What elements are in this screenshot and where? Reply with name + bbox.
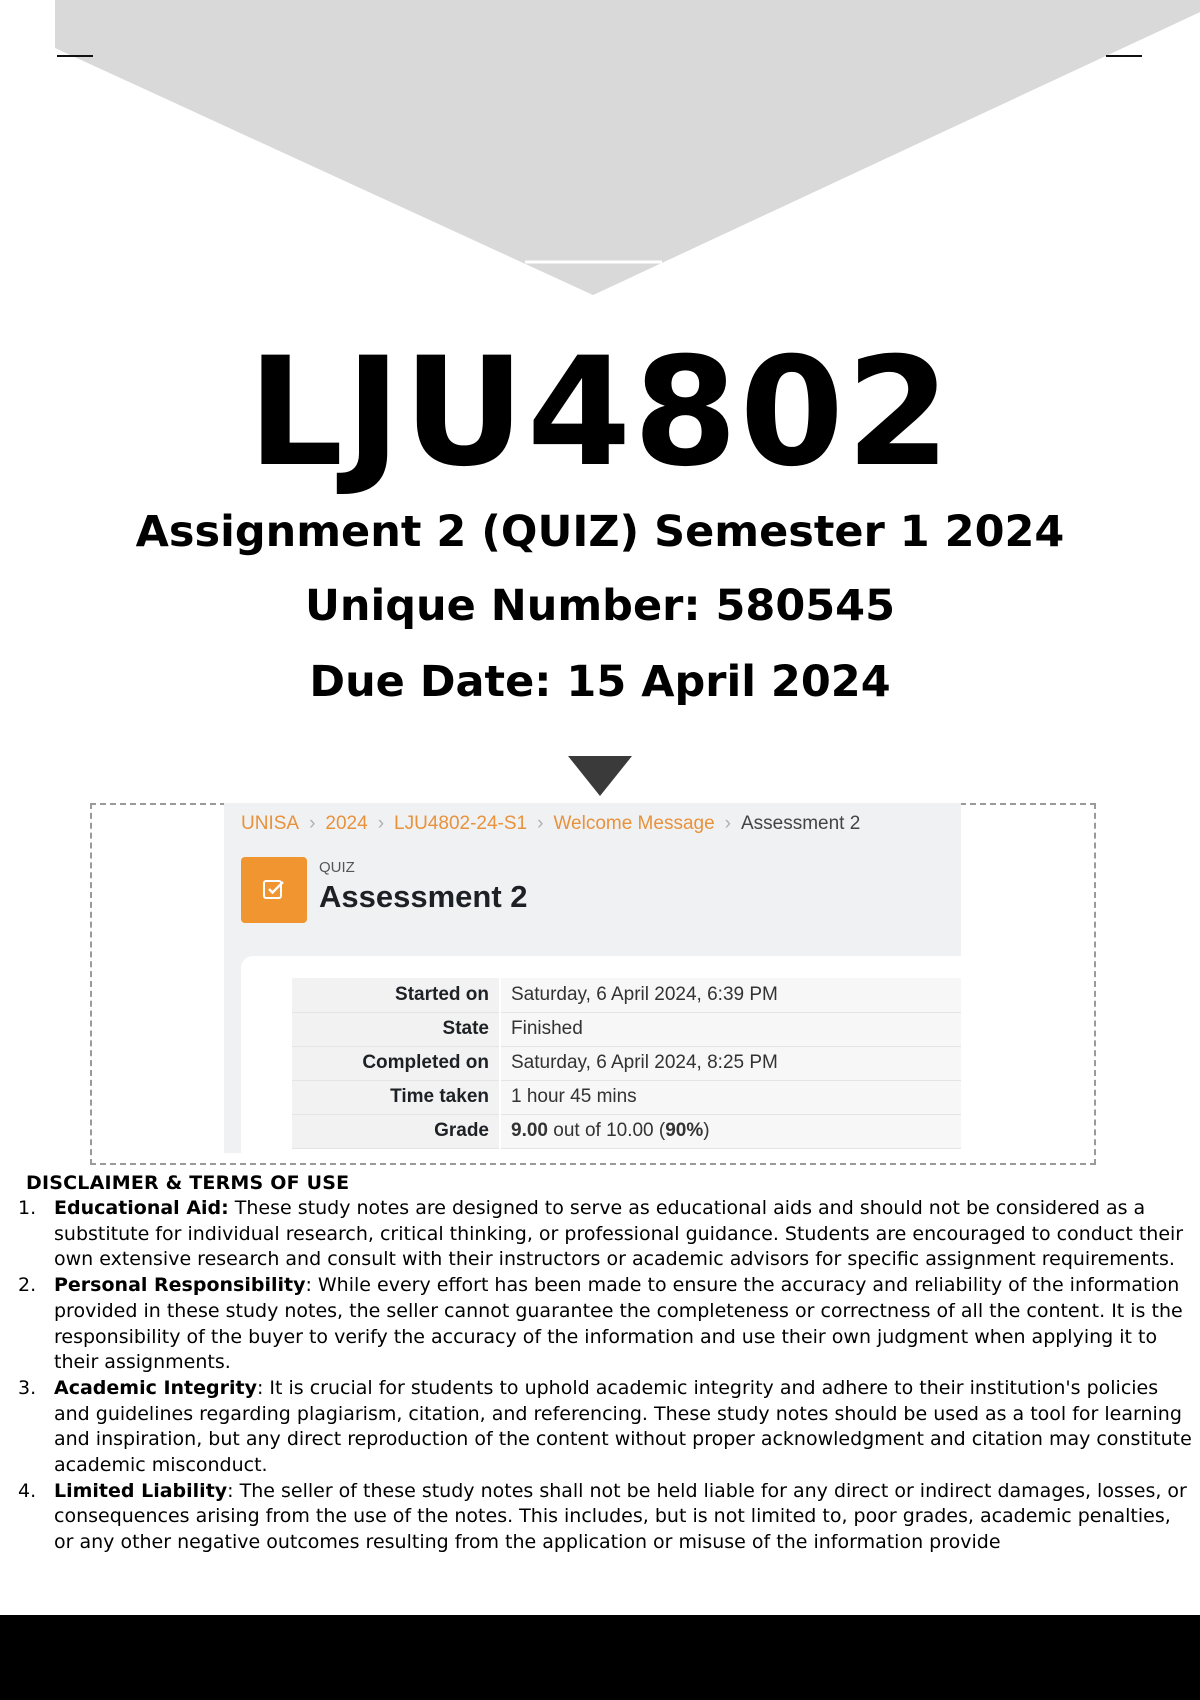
summary-value: 1 hour 45 mins: [500, 1080, 961, 1114]
grade-value: [500, 1114, 961, 1148]
term-heading: Personal Responsibility: [54, 1274, 306, 1297]
module-type-tag: QUIZ: [319, 859, 355, 876]
chevron-right-icon: ›: [377, 813, 385, 834]
course-code-title: LJU4802: [247, 326, 953, 500]
grade-score: 9.00: [511, 1120, 548, 1141]
breadcrumb-item-unisa[interactable]: UNISA: [241, 813, 300, 834]
table-row: [292, 978, 961, 1012]
term-number: 4.: [18, 1479, 37, 1502]
list-item: [18, 1479, 1193, 1556]
table-row: [292, 1114, 961, 1148]
grade-close: ): [703, 1120, 710, 1141]
breadcrumb: [241, 813, 860, 835]
corner-rule-left: [57, 55, 93, 57]
breadcrumb-item-course[interactable]: LJU4802-24-S1: [394, 813, 528, 834]
term-number: 1.: [18, 1197, 37, 1219]
term-heading: Academic Integrity: [54, 1376, 257, 1399]
table-row: [292, 1080, 961, 1114]
term-number: 2.: [18, 1274, 37, 1297]
grade-out-of: out of 10.00 (: [553, 1120, 666, 1141]
list-item: [18, 1273, 1193, 1376]
breadcrumb-item-current: Assessment 2: [740, 813, 861, 834]
terms-list: [18, 1196, 1193, 1556]
top-chevron-banner: [0, 0, 1200, 300]
assignment-line: Assignment 2 (QUIZ) Semester 1 2024: [135, 507, 1065, 557]
chevron-right-icon: ›: [537, 813, 544, 834]
bottom-black-bar: [0, 1615, 1200, 1700]
attempt-summary-table: [292, 978, 961, 1149]
summary-label: Started on: [292, 978, 500, 1012]
list-item: [18, 1196, 1193, 1273]
term-text: These study notes are designed to serve as educational aids and should not be considered as a substitute for individual research, critical thinking, or professional guidance. Students are encouraged to conduct their own extensive research and consult with their instructors or academic advisors for specific assignment requirements.: [54, 1197, 1184, 1271]
summary-label: Time taken: [292, 1080, 500, 1114]
table-row: [292, 1046, 961, 1080]
chevron-right-icon: ›: [724, 813, 731, 834]
summary-value: Saturday, 6 April 2024, 8:25 PM: [500, 1046, 961, 1080]
quiz-checkbox-icon: [241, 857, 307, 923]
breadcrumb-item-year[interactable]: 2024: [325, 813, 368, 834]
summary-label: Completed on: [292, 1046, 500, 1080]
term-text: : While every effort has been made to ensure the accuracy and reliability of the information provided in these study notes, the seller cannot guarantee the completeness or correctness of all the content. It is the responsibility of the buyer to verify the accuracy of the information and use their own judgment when applying it to their assignments.: [54, 1274, 1183, 1374]
summary-value: Finished: [500, 1012, 961, 1046]
table-row: [292, 1012, 961, 1046]
down-arrow-icon: [568, 756, 632, 796]
unique-number-line: Unique Number: 580545: [304, 581, 896, 631]
chevron-right-icon: ›: [309, 813, 316, 834]
term-heading: Limited Liability: [54, 1479, 228, 1502]
grade-percent: 90%: [665, 1120, 704, 1141]
disclaimer-title: DISCLAIMER & TERMS OF USE: [26, 1172, 350, 1194]
quiz-result-screenshot: [224, 803, 961, 1153]
summary-value: Saturday, 6 April 2024, 6:39 PM: [500, 978, 961, 1012]
corner-rule-right: [1106, 55, 1142, 57]
term-number: 3.: [18, 1376, 37, 1399]
grade-label: Grade: [292, 1114, 500, 1148]
term-heading: Educational Aid:: [54, 1197, 229, 1219]
term-text: : It is crucial for students to uphold academic integrity and adhere to their institution's policies and guidelines regarding plagiarism, citation, and referencing. These study notes should be used as a tool for learning and inspiration, but any direct reproduction of the content without proper acknowledgment and citation may constitute academic misconduct.: [54, 1376, 1192, 1477]
quiz-title: Assessment 2: [319, 879, 528, 914]
breadcrumb-item-welcome[interactable]: Welcome Message: [553, 813, 715, 834]
term-text: : The seller of these study notes shall not be held liable for any direct or indirect damages, losses, or consequences arising from the use of the notes. This includes, but is not limited to, poor grades, academic penalties, or any other negative outcomes resulting from the application or misuse of the information provide: [54, 1479, 1187, 1554]
summary-label: State: [292, 1012, 500, 1046]
list-item: [18, 1376, 1193, 1479]
due-date-line: Due Date: 15 April 2024: [309, 657, 891, 707]
attempt-summary-card: [241, 956, 961, 1153]
